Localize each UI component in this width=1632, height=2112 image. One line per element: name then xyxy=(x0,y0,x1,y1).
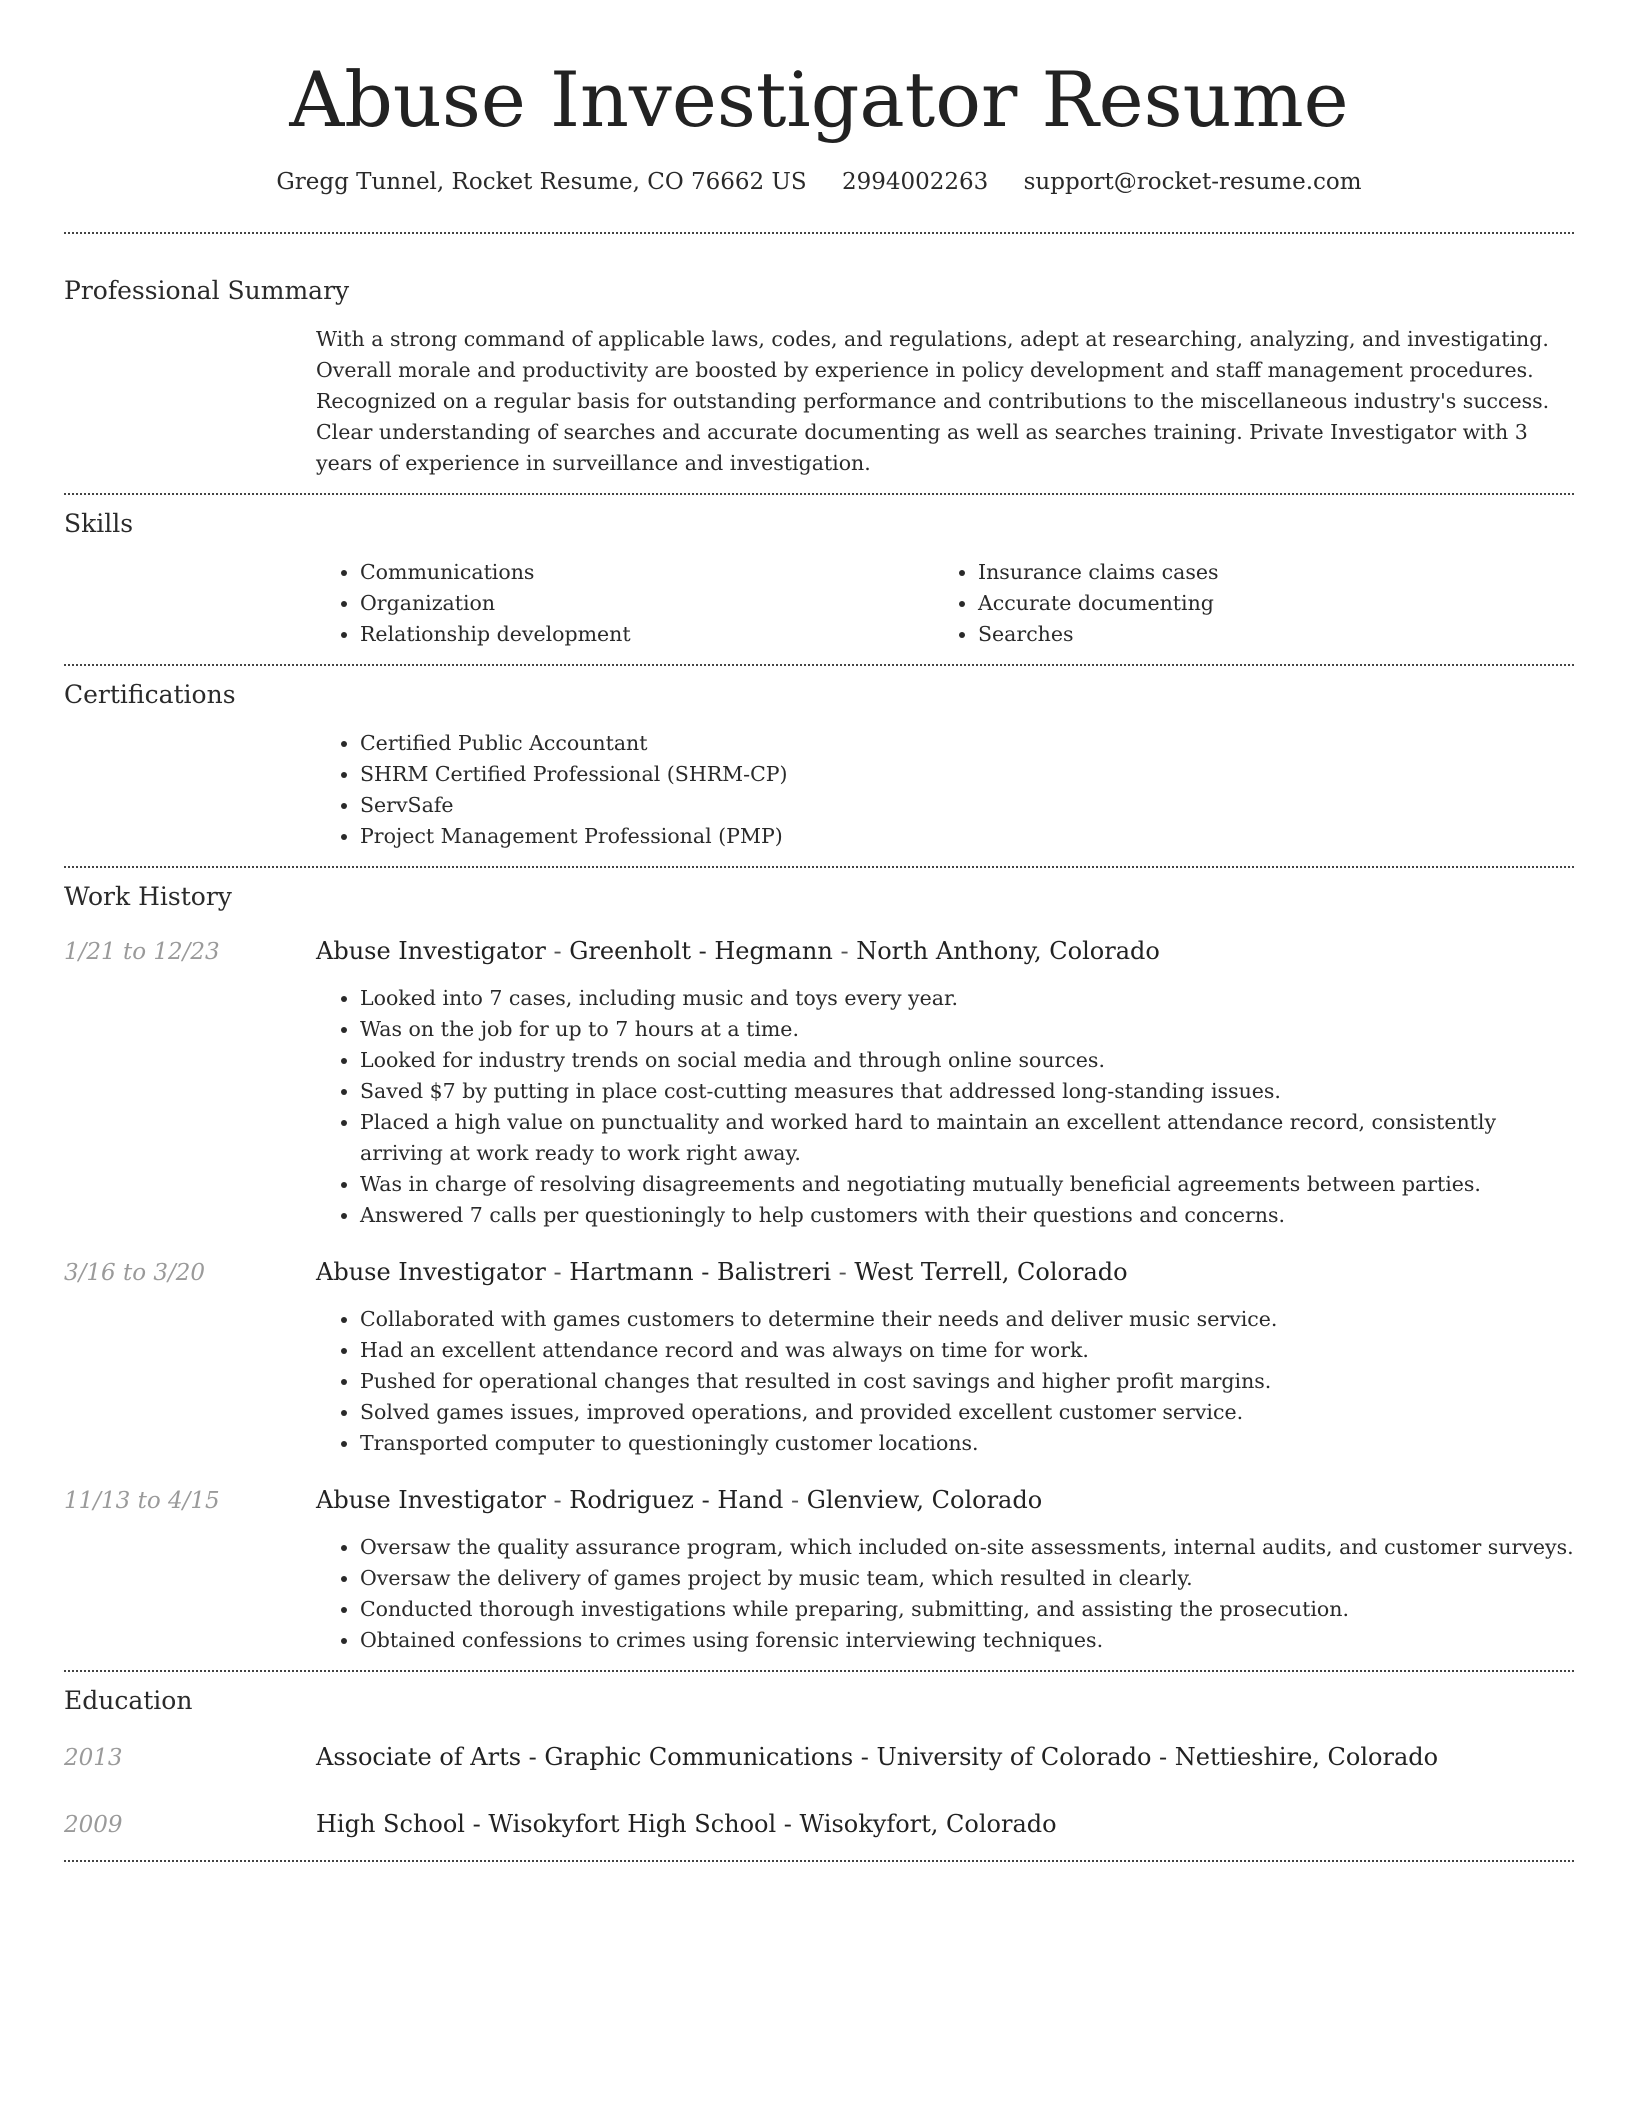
job-bullet: • Oversaw the delivery of games project by music team, which resulted in clearly. xyxy=(360,1563,1574,1594)
job-company: Rodriguez - Hand xyxy=(569,1486,784,1514)
education-year: 2009 xyxy=(64,1812,123,1838)
job-role: Abuse Investigator xyxy=(316,1258,546,1286)
divider xyxy=(64,664,1574,666)
contact-address: Gregg Tunnel, Rocket Resume, CO 76662 US xyxy=(276,169,807,195)
contact-line xyxy=(64,166,1574,198)
page-title: Abuse Investigator Resume xyxy=(289,55,1349,144)
certifications-section xyxy=(64,678,1574,852)
job-bullet: • Had an excellent attendance record and was always on time for work. xyxy=(360,1335,1574,1366)
job-company: Greenholt - Hegmann xyxy=(569,937,833,965)
job-role: Abuse Investigator xyxy=(316,937,546,965)
job-bullet: • Conducted thorough investigations while preparing, submitting, and assisting the prosecution. xyxy=(360,1594,1574,1625)
job-bullet: • Saved $7 by putting in place cost-cutting measures that addressed long-standing issues. xyxy=(360,1076,1574,1107)
job-bullet: • Pushed for operational changes that resulted in cost savings and higher profit margins. xyxy=(360,1366,1574,1397)
divider xyxy=(64,493,1574,495)
skill-item: • Relationship development xyxy=(360,619,934,650)
certifications-list xyxy=(316,728,1574,852)
education-section xyxy=(64,1684,1574,1842)
summary-heading: Professional Summary xyxy=(64,276,350,305)
divider xyxy=(64,866,1574,868)
education-text: Associate of Arts - Graphic Communications - University of Colorado - Nettieshire, Colorado xyxy=(316,1743,1439,1771)
job-location: Glenview, Colorado xyxy=(806,1486,1043,1514)
job-bullet: • Solved games issues, improved operations, and provided excellent customer service. xyxy=(360,1397,1574,1428)
work-heading: Work History xyxy=(64,882,232,911)
job-role: Abuse Investigator xyxy=(316,1486,546,1514)
education-entry xyxy=(64,1740,1574,1775)
education-text: High School - Wisokyfort High School - Wisokyfort, Colorado xyxy=(316,1810,1057,1838)
skill-item: • Insurance claims cases xyxy=(978,557,1552,588)
summary-text: With a strong command of applicable laws, codes, and regulations, adept at researching, analyzing, and investigating. Overall morale and productivity are boosted by experience in policy development and staff management procedures. Recognized on a regular basis for outstanding performance and contributions to the miscellaneous industry's success. Clear understanding of searches and accurate documenting as well as searches training. Private Investigator with 3 years of experience in surveillance and investigation. xyxy=(316,327,1550,475)
job-entry xyxy=(64,934,1574,1231)
job-bullets xyxy=(316,1304,1574,1459)
contact-phone: 2994002263 xyxy=(841,169,989,195)
skills-column-left xyxy=(316,557,934,650)
education-entry xyxy=(64,1807,1574,1842)
skill-item: • Searches xyxy=(978,619,1552,650)
job-bullet: • Looked for industry trends on social media and through online sources. xyxy=(360,1045,1574,1076)
certification-item: • ServSafe xyxy=(360,790,1574,821)
job-location: North Anthony, Colorado xyxy=(856,937,1160,965)
resume-page xyxy=(64,0,1574,1862)
skills-heading: Skills xyxy=(64,509,134,538)
job-title: Abuse Investigator - Rodriguez - Hand - Glenview, Colorado xyxy=(316,1486,1043,1514)
divider xyxy=(64,1670,1574,1672)
job-location: West Terrell, Colorado xyxy=(854,1258,1128,1286)
certification-item: • SHRM Certified Professional (SHRM-CP) xyxy=(360,759,1574,790)
job-dates: 1/21 to 12/23 xyxy=(64,939,220,965)
job-bullet: • Obtained confessions to crimes using forensic interviewing techniques. xyxy=(360,1625,1574,1656)
work-section xyxy=(64,880,1574,1656)
job-bullet: • Looked into 7 cases, including music and toys every year. xyxy=(360,983,1574,1014)
skill-item: • Organization xyxy=(360,588,934,619)
certification-item: • Project Management Professional (PMP) xyxy=(360,821,1574,852)
divider xyxy=(64,232,1574,234)
job-bullet: • Collaborated with games customers to determine their needs and deliver music service. xyxy=(360,1304,1574,1335)
job-dates: 3/16 to 3/20 xyxy=(64,1260,206,1286)
divider xyxy=(64,1860,1574,1862)
job-dates: 11/13 to 4/15 xyxy=(64,1488,220,1514)
education-year: 2013 xyxy=(64,1745,123,1771)
contact-email: support@rocket-resume.com xyxy=(1023,169,1362,195)
certification-item: • Certified Public Accountant xyxy=(360,728,1574,759)
skills-section xyxy=(64,507,1574,650)
job-entry xyxy=(64,1255,1574,1459)
job-bullet: • Answered 7 calls per questioningly to help customers with their questions and concerns. xyxy=(360,1200,1574,1231)
job-bullets xyxy=(316,983,1574,1231)
job-bullets xyxy=(316,1532,1574,1656)
certifications-heading: Certifications xyxy=(64,680,236,709)
job-company: Hartmann - Balistreri xyxy=(569,1258,832,1286)
education-heading: Education xyxy=(64,1686,193,1715)
skill-item: • Communications xyxy=(360,557,934,588)
job-title: Abuse Investigator - Greenholt - Hegmann - North Anthony, Colorado xyxy=(316,937,1160,965)
job-bullet: • Oversaw the quality assurance program, which included on-site assessments, internal audits, and customer surveys. xyxy=(360,1532,1574,1563)
skill-item: • Accurate documenting xyxy=(978,588,1552,619)
job-bullet: • Placed a high value on punctuality and worked hard to maintain an excellent attendance record, consistently arriving at work ready to work right away. xyxy=(360,1107,1574,1169)
job-title: Abuse Investigator - Hartmann - Balistreri - West Terrell, Colorado xyxy=(316,1258,1128,1286)
skills-list xyxy=(316,557,1574,650)
job-bullet: • Was in charge of resolving disagreements and negotiating mutually beneficial agreements between parties. xyxy=(360,1169,1574,1200)
skills-column-right xyxy=(934,557,1552,650)
job-entry xyxy=(64,1483,1574,1656)
job-bullet: • Was on the job for up to 7 hours at a time. xyxy=(360,1014,1574,1045)
job-bullet: • Transported computer to questioningly customer locations. xyxy=(360,1428,1574,1459)
summary-section xyxy=(64,274,1574,479)
